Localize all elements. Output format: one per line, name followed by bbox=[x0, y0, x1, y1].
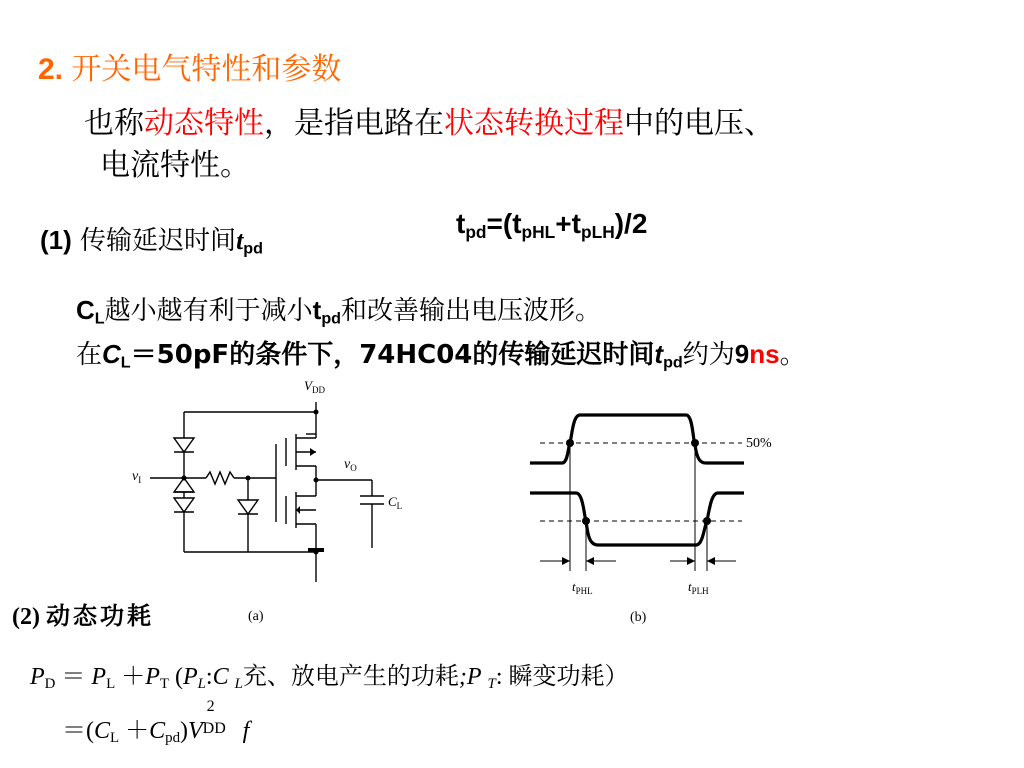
formula-symbol: P bbox=[466, 664, 482, 690]
note-line-1 bbox=[76, 290, 601, 327]
intro-highlight-dynamic: 动态特性 bbox=[144, 106, 264, 141]
formula-op: : bbox=[495, 664, 503, 690]
formula-symbol: P bbox=[182, 664, 198, 690]
note-symbol-sub: L bbox=[120, 353, 131, 372]
waveform-caption: (b) bbox=[630, 610, 647, 625]
formula-text: 充、放电产生的功耗 bbox=[242, 664, 459, 690]
formula-sup: 2 bbox=[206, 698, 215, 715]
note-unit: ns bbox=[749, 339, 780, 369]
cmos-inverter-circuit bbox=[120, 372, 420, 632]
formula-op: : bbox=[205, 664, 213, 690]
formula-part: t bbox=[456, 208, 466, 239]
item-1-text: 传输延迟时间 bbox=[80, 226, 237, 256]
formula-symbol: P bbox=[30, 664, 45, 690]
item-1-symbol-sub: pd bbox=[243, 239, 263, 258]
item-1-symbol: t bbox=[236, 226, 244, 255]
item-2-label: (2) bbox=[12, 604, 40, 630]
note-symbol: C bbox=[76, 295, 95, 325]
section-number: 2. bbox=[38, 53, 64, 86]
formula-symbol: C bbox=[94, 718, 111, 744]
formula-part: )/2 bbox=[614, 208, 648, 239]
note-symbol-sub: L bbox=[94, 309, 105, 328]
item-1-label: (1) bbox=[40, 225, 72, 255]
intro-line-2: 电流特性。 bbox=[100, 148, 250, 183]
formula-op: ＝( bbox=[62, 718, 94, 744]
formula-sub: L bbox=[106, 676, 116, 693]
intro-text: 也称 bbox=[84, 106, 144, 141]
formula-op: ） bbox=[604, 664, 629, 690]
formula-op: ( bbox=[174, 664, 183, 690]
formula-symbol: P bbox=[91, 664, 107, 690]
item-2-text: 动态功耗 bbox=[45, 604, 154, 630]
formula-op: ＋ bbox=[125, 718, 150, 744]
formula-sub: L bbox=[110, 730, 120, 747]
formula-sub: T bbox=[487, 676, 496, 693]
note-text: 。 bbox=[779, 340, 806, 370]
tplh-label: $t_{PLH}$ bbox=[688, 579, 709, 596]
note-text: 在 bbox=[76, 340, 103, 370]
note-symbol: t bbox=[312, 295, 322, 325]
formula-op: ) bbox=[180, 718, 188, 744]
formula-op: ＋ bbox=[121, 664, 146, 690]
section-title-text: 开关电气特性和参数 bbox=[71, 53, 342, 86]
note-text: 和改善输出电压波形。 bbox=[341, 296, 602, 326]
propagation-delay-waveform bbox=[520, 395, 800, 635]
formula-symbol: f bbox=[242, 718, 250, 744]
note-text: 约为 bbox=[682, 340, 735, 370]
formula-op: ＝ bbox=[61, 664, 86, 690]
formula-symbol: C bbox=[149, 718, 166, 744]
formula-symbol: P bbox=[145, 664, 160, 690]
item-1-heading bbox=[40, 220, 263, 257]
power-formula-line-2 bbox=[62, 698, 250, 747]
formula-part: +t bbox=[555, 208, 581, 239]
note-symbol: C bbox=[102, 339, 121, 369]
power-formula-line-1 bbox=[30, 656, 629, 691]
formula-symbol: C bbox=[212, 664, 229, 690]
formula-sub: D bbox=[44, 676, 56, 693]
cl-label: $C_L$ bbox=[388, 494, 403, 511]
formula-symbol: V bbox=[188, 718, 203, 744]
item-2-heading bbox=[12, 596, 154, 631]
formula-sub: pd bbox=[465, 221, 487, 242]
intro-text: 中的电压、 bbox=[624, 106, 774, 141]
formula-sub: pd bbox=[165, 730, 180, 747]
note-symbol-sub: pd bbox=[663, 353, 683, 372]
formula-text: 瞬变功耗 bbox=[508, 664, 605, 690]
intro-line-1 bbox=[84, 98, 774, 142]
tpd-formula bbox=[456, 208, 647, 240]
vo-label: $v_O$ bbox=[344, 457, 357, 473]
formula-sub: T bbox=[159, 676, 169, 693]
note-line-2 bbox=[76, 334, 806, 371]
formula-sub: L bbox=[234, 676, 243, 693]
fifty-percent-label: 50% bbox=[746, 436, 772, 451]
note-text: 越小越有利于减小 bbox=[104, 296, 313, 326]
vi-label: $v_I$ bbox=[132, 469, 142, 485]
formula-sub: pHL bbox=[521, 221, 556, 242]
circuit-caption: (a) bbox=[248, 609, 264, 624]
note-text: ＝50pF的条件下，74HC04的传输延迟时间 bbox=[130, 340, 655, 370]
tphl-label: $t_{PHL}$ bbox=[572, 579, 593, 596]
formula-sub: DD bbox=[202, 720, 226, 737]
formula-sub: L bbox=[197, 676, 206, 693]
note-value: 9 bbox=[734, 339, 750, 369]
section-title bbox=[38, 44, 341, 88]
intro-highlight-transition: 状态转换过程 bbox=[444, 106, 624, 141]
note-symbol: t bbox=[654, 339, 664, 369]
formula-sub: pLH bbox=[580, 221, 615, 242]
intro-text: ，是指电路在 bbox=[264, 106, 444, 141]
formula-op: ; bbox=[458, 664, 467, 690]
vdd-label: $V_{DD}$ bbox=[304, 378, 325, 395]
note-symbol-sub: pd bbox=[321, 309, 341, 328]
formula-part: =(t bbox=[486, 208, 522, 239]
